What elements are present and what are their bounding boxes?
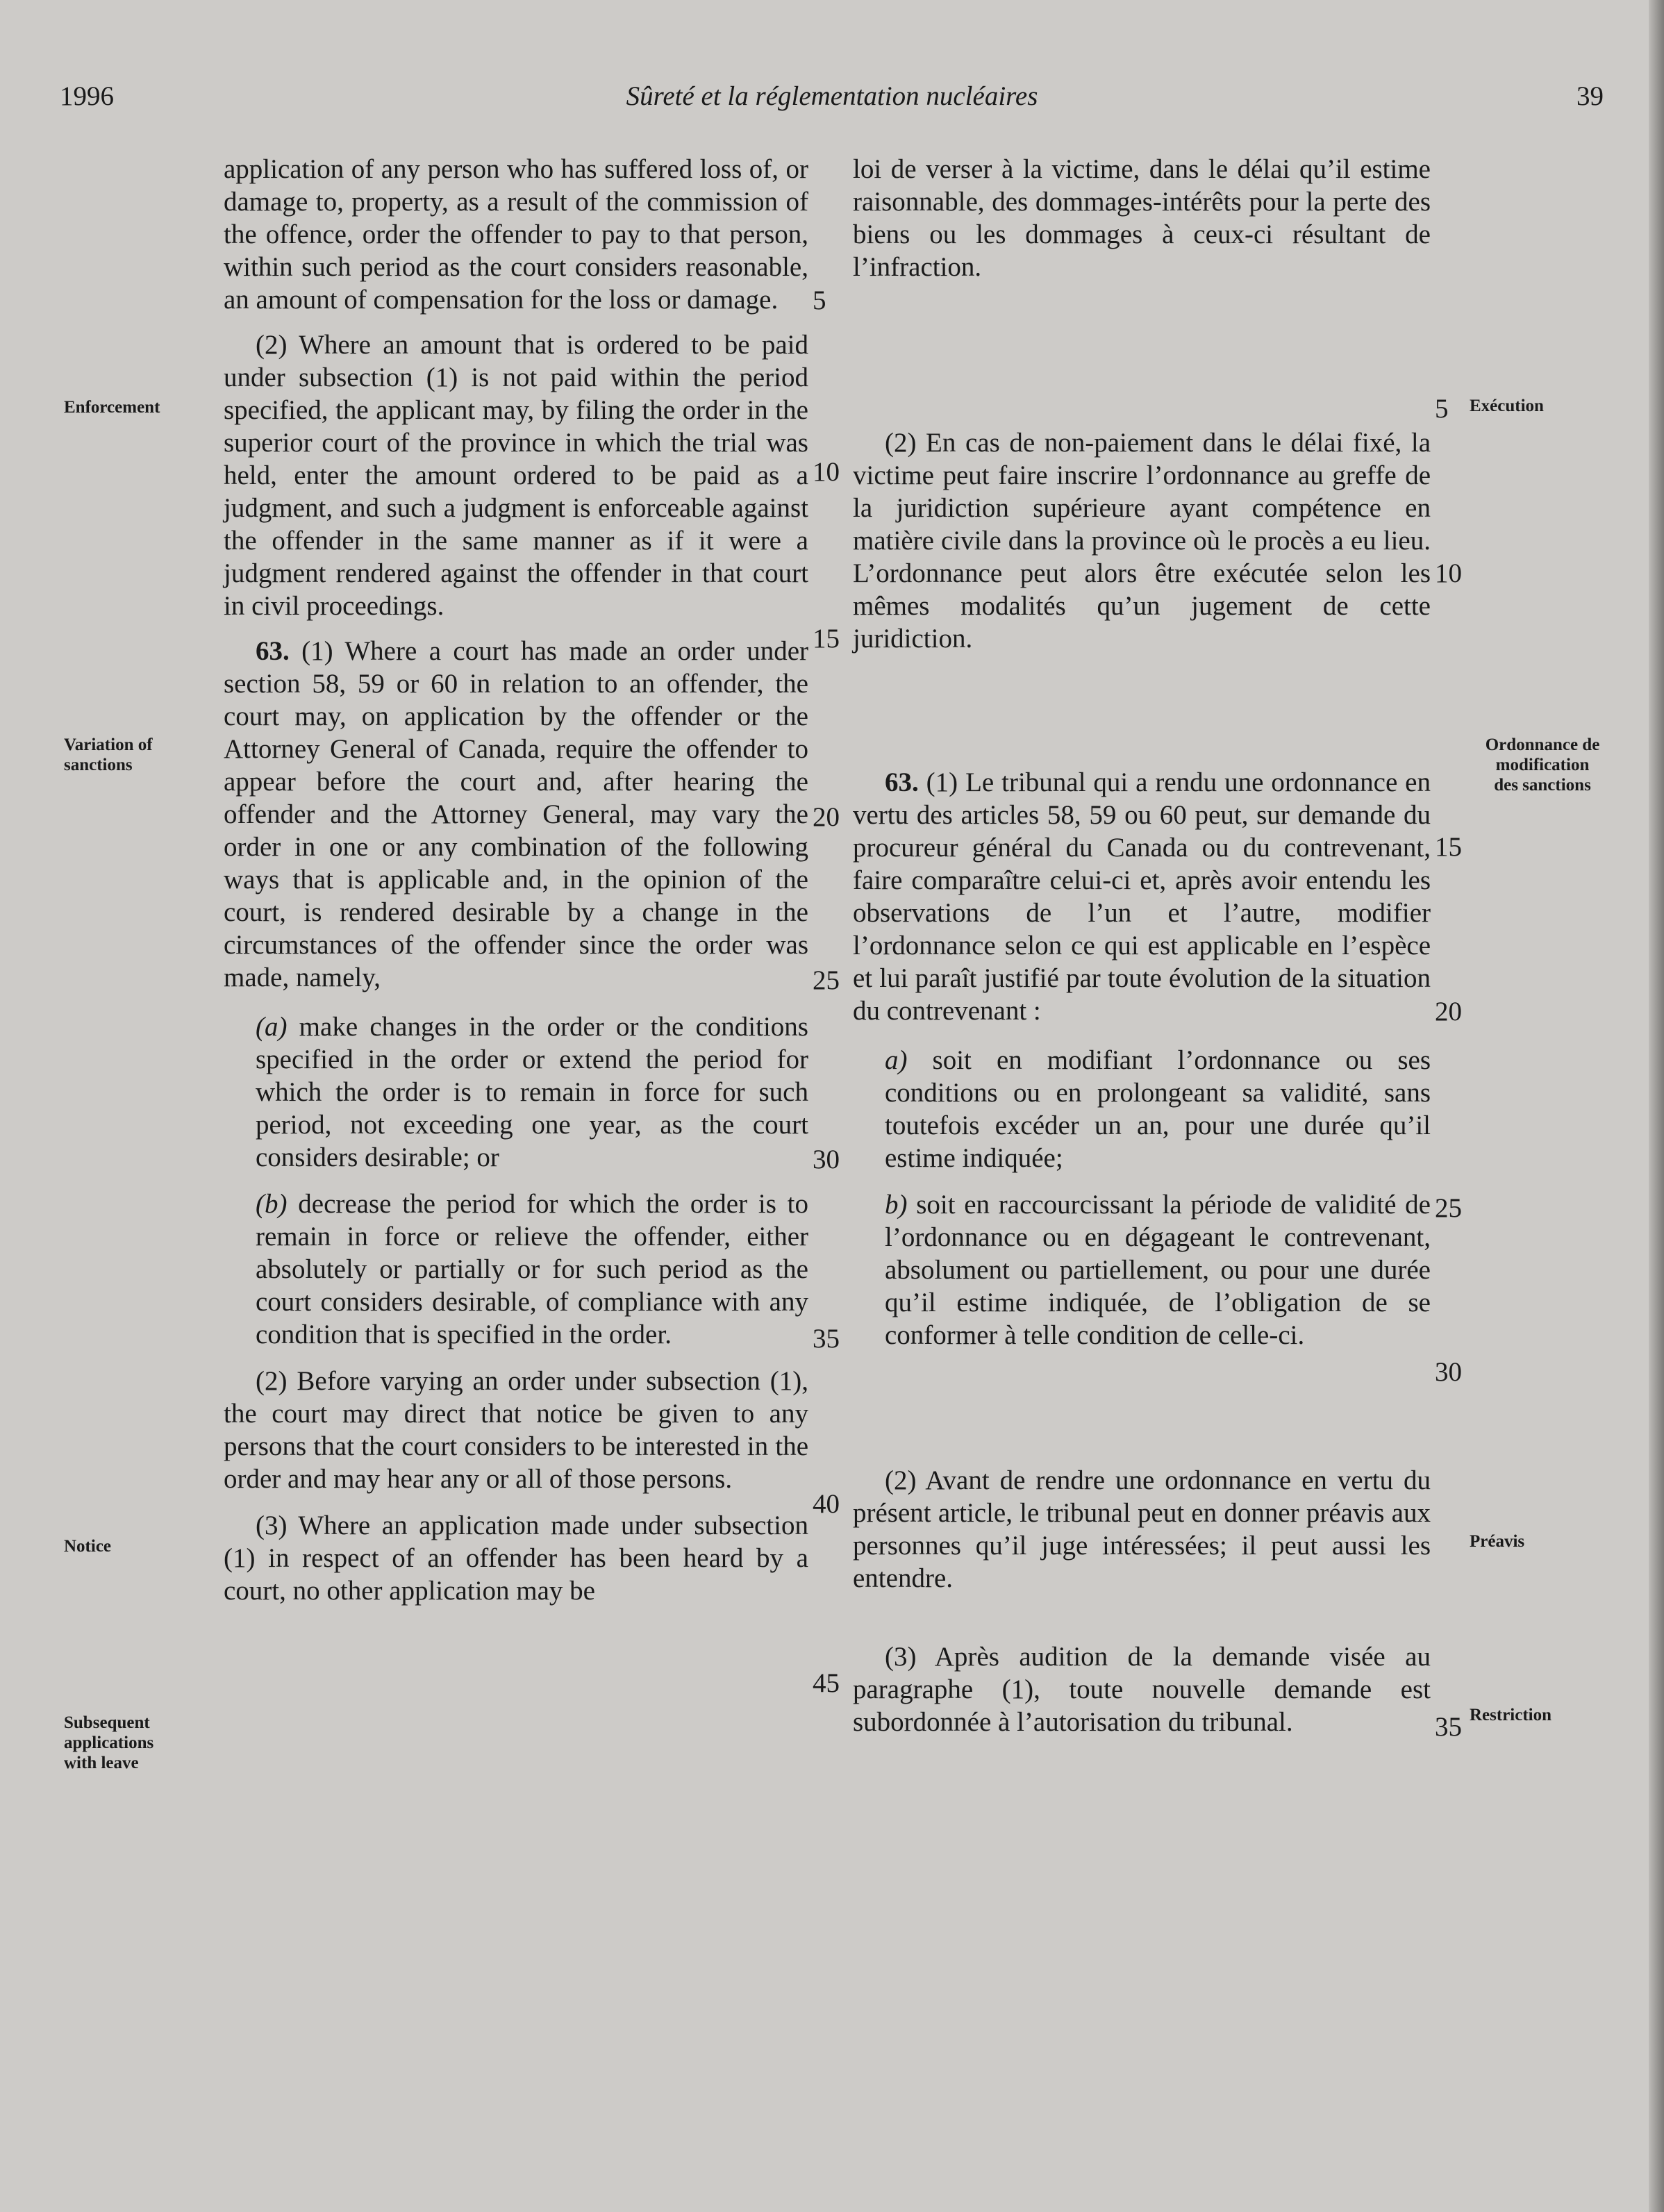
margin-note-ordonnance-de-modification: Ordonnance de modification des sanctions — [1485, 735, 1600, 795]
margin-note-subsequent-applications: Subsequent applications with leave — [64, 1713, 154, 1772]
margin-note-notice: Notice — [64, 1537, 112, 1556]
fr-section-63-1 — [853, 766, 1431, 1027]
fr-item-a — [885, 1044, 1431, 1174]
en-item-b-text: decrease the period for which the order is to remain in force or relieve the offender, either absolutely or partially or for such period as the court considers desirable, of compliance with any condition that is specified in the order. — [256, 1189, 808, 1349]
page-header — [0, 81, 1664, 122]
en-item-a-label: (a) — [256, 1012, 288, 1042]
fr-line-number: 5 — [1435, 394, 1449, 424]
en-paragraph-notice: (2) Before varying an order under subsection (1), the court may direct that notice be given to any persons that the court considers to be interested in the order and may hear any or all of those persons. — [224, 1366, 808, 1494]
fr-paragraph-execution: (2) En cas de non-paiement dans le délai fixé, la victime peut faire inscrire l’ordonnance au greffe de la juridiction supérieure ayant compétence en matière civile dans la province où le procès a eu lieu. L’ordonnance peut alors être exécutée selon les mêmes modalités qu’un jugement de cette juridiction. — [853, 428, 1431, 654]
fr-item-b — [885, 1188, 1431, 1352]
en-section-63-number: 63. — [256, 636, 290, 666]
en-paragraph-subsequent: (3) Where an application made under subsection (1) in respect of an offender has been heard by a court, no other application may be — [224, 1511, 808, 1606]
en-line-number: 15 — [813, 624, 840, 654]
en-line-number: 10 — [813, 457, 840, 487]
en-line-number: 45 — [813, 1668, 840, 1698]
en-line-number: 30 — [813, 1145, 840, 1174]
margin-note-enforcement: Enforcement — [64, 398, 160, 417]
header-title: Sûreté et la réglementation nucléaires — [626, 81, 1038, 111]
fr-item-a-label: a) — [885, 1045, 908, 1075]
en-line-number: 20 — [813, 802, 840, 832]
fr-line-number: 25 — [1435, 1193, 1462, 1223]
en-section-63-text: (1) Where a court has made an order under section 58, 59 or 60 in relation to an offender, the court may, on application by the offender or the Attorney General of Canada, require the offender to appear before the court and, after hearing the offender and the Attorney General, may vary the order in one or any combination of the following ways that is applicable and, in the opinion of the court, is rendered desirable by a change in the circumstances of the offender since the order was made, namely, — [224, 636, 808, 992]
page-number: 39 — [1576, 81, 1604, 111]
english-column — [224, 153, 808, 1607]
en-line-number: 35 — [813, 1324, 840, 1354]
en-line-number: 5 — [813, 285, 826, 315]
en-paragraph-enforcement: (2) Where an amount that is ordered to be paid under subsection (1) is not paid within the period specified, the applicant may, by filing the order in the superior court of the province in which the trial was held, enter the amount ordered to be paid as a judgment, and such a judgment is enforceable against the offender in the same manner as if it were a judgment rendered against the offender in that court in civil proceedings. — [224, 330, 808, 621]
en-item-a-text: make changes in the order or the conditions specified in the order or extend the period for which the order is to remain in force for such period, not exceeding one year, as the court considers desirable; or — [256, 1012, 808, 1172]
fr-section-63-number: 63. — [885, 767, 919, 797]
fr-line-number: 20 — [1435, 997, 1462, 1026]
fr-item-b-label: b) — [885, 1190, 908, 1220]
fr-item-a-text: soit en modifiant l’ordonnance ou ses conditions ou en prolongeant sa validité, sans toutefois excéder un an, pour une durée qu’il estime indiquée; — [885, 1045, 1431, 1173]
header-year: 1996 — [60, 81, 114, 111]
fr-line-number: 35 — [1435, 1712, 1462, 1742]
en-item-a — [256, 1011, 808, 1174]
fr-section-63-text: (1) Le tribunal qui a rendu une ordonnance en vertu des articles 58, 59 ou 60 peut, sur demande du procureur général du Canada ou du contrevenant, faire comparaître celui-ci et, après avoir entendu les observations de l’un et l’autre, modifier l’ordonnance selon ce qui est applicable en l’espèce et lui paraît justifié par toute évolution de la situation du contrevenant : — [853, 767, 1431, 1026]
fr-paragraph-restriction: (3) Après audition de la demande visée au paragraphe (1), toute nouvelle demande est subordonnée à l’autorisation du tribunal. — [853, 1642, 1431, 1737]
en-line-number: 40 — [813, 1489, 840, 1519]
fr-paragraph-preavis: (2) Avant de rendre une ordonnance en vertu du présent article, le tribunal peut en donner préavis aux personnes qu’il juge intéressées; il peut aussi les entendre. — [853, 1465, 1431, 1593]
en-paragraph-compensation: application of any person who has suffered loss of, or damage to, property, as a result of the commission of the offence, order the offender to pay to that person, within such period as the court considers reasonable, an amount of compensation for the loss or damage. — [224, 154, 808, 315]
fr-paragraph-dommages: loi de verser à la victime, dans le délai qu’il estime raisonnable, des dommages-intérêts pour la perte des biens ou les dommages à ceux-ci résultant de l’infraction. — [853, 154, 1431, 282]
fr-line-number: 10 — [1435, 558, 1462, 588]
en-item-b-label: (b) — [256, 1189, 288, 1219]
page-edge-shadow — [1649, 0, 1664, 2212]
fr-line-number: 15 — [1435, 832, 1462, 862]
margin-note-execution: Exécution — [1470, 397, 1544, 415]
margin-note-restriction: Restriction — [1470, 1706, 1552, 1724]
en-line-number: 25 — [813, 965, 840, 995]
margin-note-preavis: Préavis — [1470, 1532, 1525, 1551]
en-item-b — [256, 1188, 808, 1351]
en-section-63-1 — [224, 635, 808, 994]
fr-item-b-text: soit en raccourcissant la période de validité de l’ordonnance ou en dégageant le contrevenant, absolument ou partiellement, ou pour une durée qu’il estime indiquée, de l’obligation de se conformer à telle condition de celle-ci. — [885, 1190, 1431, 1350]
french-column — [853, 153, 1431, 1738]
fr-line-number: 30 — [1435, 1357, 1462, 1387]
margin-note-variation-of-sanctions: Variation of sanctions — [64, 735, 153, 774]
